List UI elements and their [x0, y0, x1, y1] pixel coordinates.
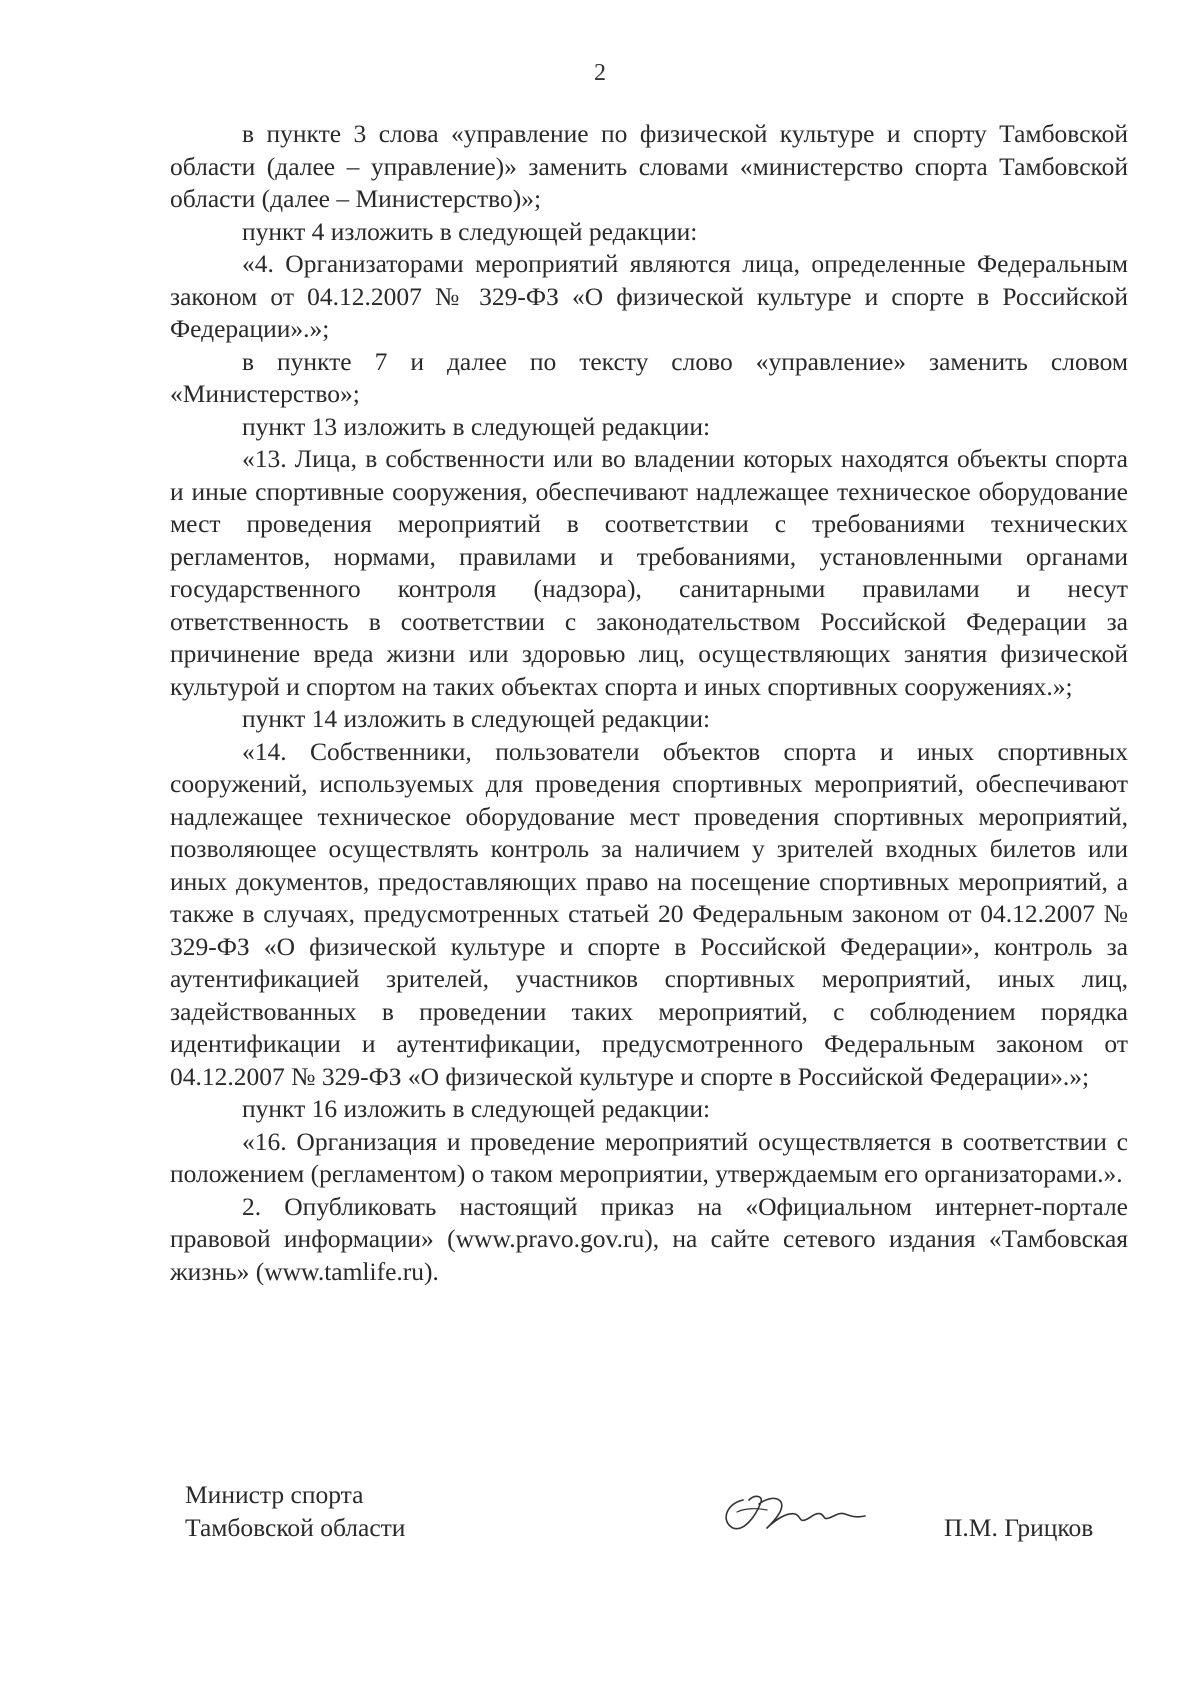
signer-name: П.М. Грицков	[944, 1513, 1094, 1542]
signer-title-line: Тамбовской области	[185, 1513, 406, 1542]
signature-block	[0, 1478, 1200, 1568]
document-body	[170, 118, 1128, 1288]
signer-title	[185, 1478, 405, 1544]
paragraph: пункт 13 изложить в следующей редакции:	[242, 411, 711, 441]
paragraph: пункт 14 изложить в следующей редакции:	[242, 704, 711, 733]
paragraph: «14. Собственники, пользователи объектов спорта и иных спортивных сооружений, используемых для проведения спортивных мероприятий, обеспечивают надлежащее техническое оборудование мест проведения спортивных мероприятий, позволяющее осуществлять контроль за наличием у зрителей входных билетов или иных документов, предоставляющих право на посещение спортивных мероприятий, а также в случаях, предусмотренных статьей 20 Федеральным законом от 04.12.2007 № 329-ФЗ «О физической культуре и спорте в Российской Федерации», контроль за аутентификацией зрителей, участников спортивных мероприятий, иных лиц, задействованных в проведении таких мероприятий, с соблюдением порядка идентификации и аутентификации, предусмотренного Федеральным законом от 04.12.2007 № 329-ФЗ «О физической культуре и спорте в Российской Федерации».»;	[170, 736, 1128, 1091]
paragraph: в пункте 7 и далее по тексту слово «управление» заменить словом «Министерство»;	[170, 346, 1128, 408]
paragraph: «13. Лица, в собственности или во владении которых находятся объекты спорта и иные спортивные сооружения, обеспечивают надлежащее техническое оборудование мест проведения мероприятий в соответствии с требованиями технических регламентов, нормами, правилами и требованиями, установленными органами государственного контроля (надзора), санитарными правилами и несут ответственность в соответствии с законодательством Российской Федерации за причинение вреда жизни или здоровью лиц, осуществляющих занятия физической культурой и спортом на таких объектах спорта и иных спортивных сооружениях.»;	[170, 444, 1128, 701]
signer-title-line: Министр спорта	[185, 1480, 364, 1509]
paragraph: 2. Опубликовать настоящий приказ на «Официальном интернет-портале правовой информации» (www.pravo.gov.ru), на сайте сетевого издания «Тамбовская жизнь» (www.tamlife.ru).	[170, 1191, 1128, 1286]
page-number: 2	[594, 60, 606, 86]
paragraph: «4. Организаторами мероприятий являются лица, определенные Федеральным законом от 04.12.2007 № 329-ФЗ «О физической культуре и спорте в Российской Федерации».»;	[170, 249, 1128, 343]
handwritten-signature	[715, 1482, 885, 1542]
paragraph: пункт 4 изложить в следующей редакции:	[242, 216, 698, 246]
paragraph: «16. Организация и проведение мероприятий осуществляется в соответствии с положением (регламентом) о таком мероприятии, утверждаемым его организаторами.».	[170, 1126, 1128, 1188]
paragraph: пункт 16 изложить в следующей редакции:	[242, 1094, 711, 1123]
paragraph: в пункте 3 слова «управление по физической культуре и спорту Тамбовской области (далее – управление)» заменить словами «министерство спорта Тамбовской области (далее – Министерство)»;	[170, 119, 1128, 213]
